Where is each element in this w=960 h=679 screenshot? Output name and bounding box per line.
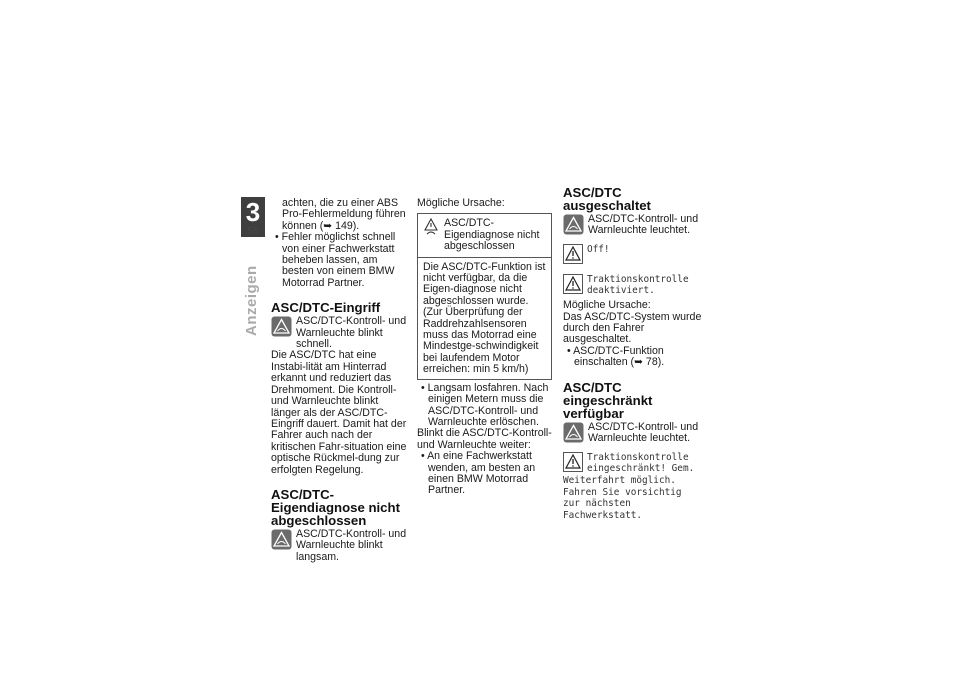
warning-triangle-icon xyxy=(563,274,583,297)
paragraph: Die ASC/DTC hat eine Instabi-lität am Hinterrad erkannt und reduziert das Drehmoment. Die Kontroll- und Warnleuchte blinkt länger als der ASC/DTC-Eingriff dauert. Damit hat der Fahrer auch nach der kritischen Fahr-situation eine optische Rückmel-dung zur erfolgten Regelung. xyxy=(271,349,407,476)
display-message-continued: Weiterfahrt möglich. Fahren Sie vorsichtig zur nächsten Fachwerkstatt. xyxy=(563,475,682,521)
indicator-row: ASC/DTC-Kontroll- und Warnleuchte blinkt langsam. xyxy=(271,529,408,563)
paragraph: Das ASC/DTC-System wurde durch den Fahrer ausgeschaltet. xyxy=(563,310,702,346)
heading-diagnose: ASC/DTC-Eigendiagnose nicht abgeschlossen xyxy=(271,486,400,528)
info-box-body: Die ASC/DTC-Funktion ist nicht verfügbar, da die Eigen-diagnose nicht abgeschlossen wurde. (Zur Überprüfung der Raddrehzahlsensoren muss das Motorrad eine Mindestge-schwindigkeit bei laufendem Motor erreichen: min 5 km/h) xyxy=(423,260,546,376)
asc-warning-light-icon xyxy=(271,316,292,340)
heading-eingriff: ASC/DTC-Eingriff xyxy=(271,300,381,316)
info-box-header: ASC/DTC-Eigendiagnose nicht abgeschlossen xyxy=(418,214,551,257)
heading-ausgeschaltet: ASC/DTC ausgeschaltet xyxy=(563,185,651,213)
asc-warning-light-icon xyxy=(271,529,292,553)
list-item: • ASC/DTC-Funktion einschalten (➥ 78). xyxy=(567,344,665,369)
column-3 xyxy=(563,186,703,521)
list-item: • Fehler möglichst schnell von einer Fachwerkstatt beheben lassen, am besten von einem BMW Motorrad Partner. xyxy=(275,231,396,289)
paragraph: Blinkt die ASC/DTC-Kontroll- und Warnleuchte weiter: xyxy=(417,427,552,451)
chapter-number: 3 xyxy=(245,197,261,227)
warning-triangle-icon xyxy=(563,452,583,475)
indicator-row: ASC/DTC-Kontroll- und Warnleuchte leuchtet. xyxy=(563,422,703,446)
display-message-row: Traktionskontrolle eingeschränkt! Gem. xyxy=(563,452,703,475)
page-number: 56 xyxy=(247,226,259,237)
display-message-row: Traktionskontrolle deaktiviert. xyxy=(563,274,703,297)
asc-warning-light-icon xyxy=(563,214,584,238)
list-item: • Langsam losfahren. Nach einigen Metern muss die ASC/DTC-Kontroll- und Warnleuchte erlöschen. xyxy=(421,381,549,428)
heading-eingeschraenkt: ASC/DTC eingeschränkt verfügbar xyxy=(563,379,653,421)
indicator-row: ASC/DTC-Kontroll- und Warnleuchte leuchtet. xyxy=(563,214,703,238)
arrow-ref-icon: ➥ xyxy=(323,219,333,232)
indicator-row: ASC/DTC-Kontroll- und Warnleuchte blinkt schnell. xyxy=(271,316,408,350)
cause-label: Mögliche Ursache: xyxy=(417,197,505,209)
warning-triangle-icon xyxy=(563,244,583,267)
list-item: • An eine Fachwerkstatt wenden, am besten an einen BMW Motorrad Partner. xyxy=(421,450,536,497)
column-2 xyxy=(417,198,552,497)
asc-symbol-icon xyxy=(424,218,438,241)
chapter-title: Anzeigen xyxy=(243,265,260,336)
arrow-ref-icon: ➥ xyxy=(634,356,643,369)
column-1 xyxy=(271,198,408,563)
asc-warning-light-icon xyxy=(563,422,584,446)
info-box xyxy=(417,213,552,379)
display-message-row: Off! xyxy=(563,244,703,267)
cause-label: Mögliche Ursache: xyxy=(563,299,651,312)
continued-paragraph: achten, die zu einer ABS Pro-Fehlermeldung führen können (➥ 149). xyxy=(282,197,406,232)
